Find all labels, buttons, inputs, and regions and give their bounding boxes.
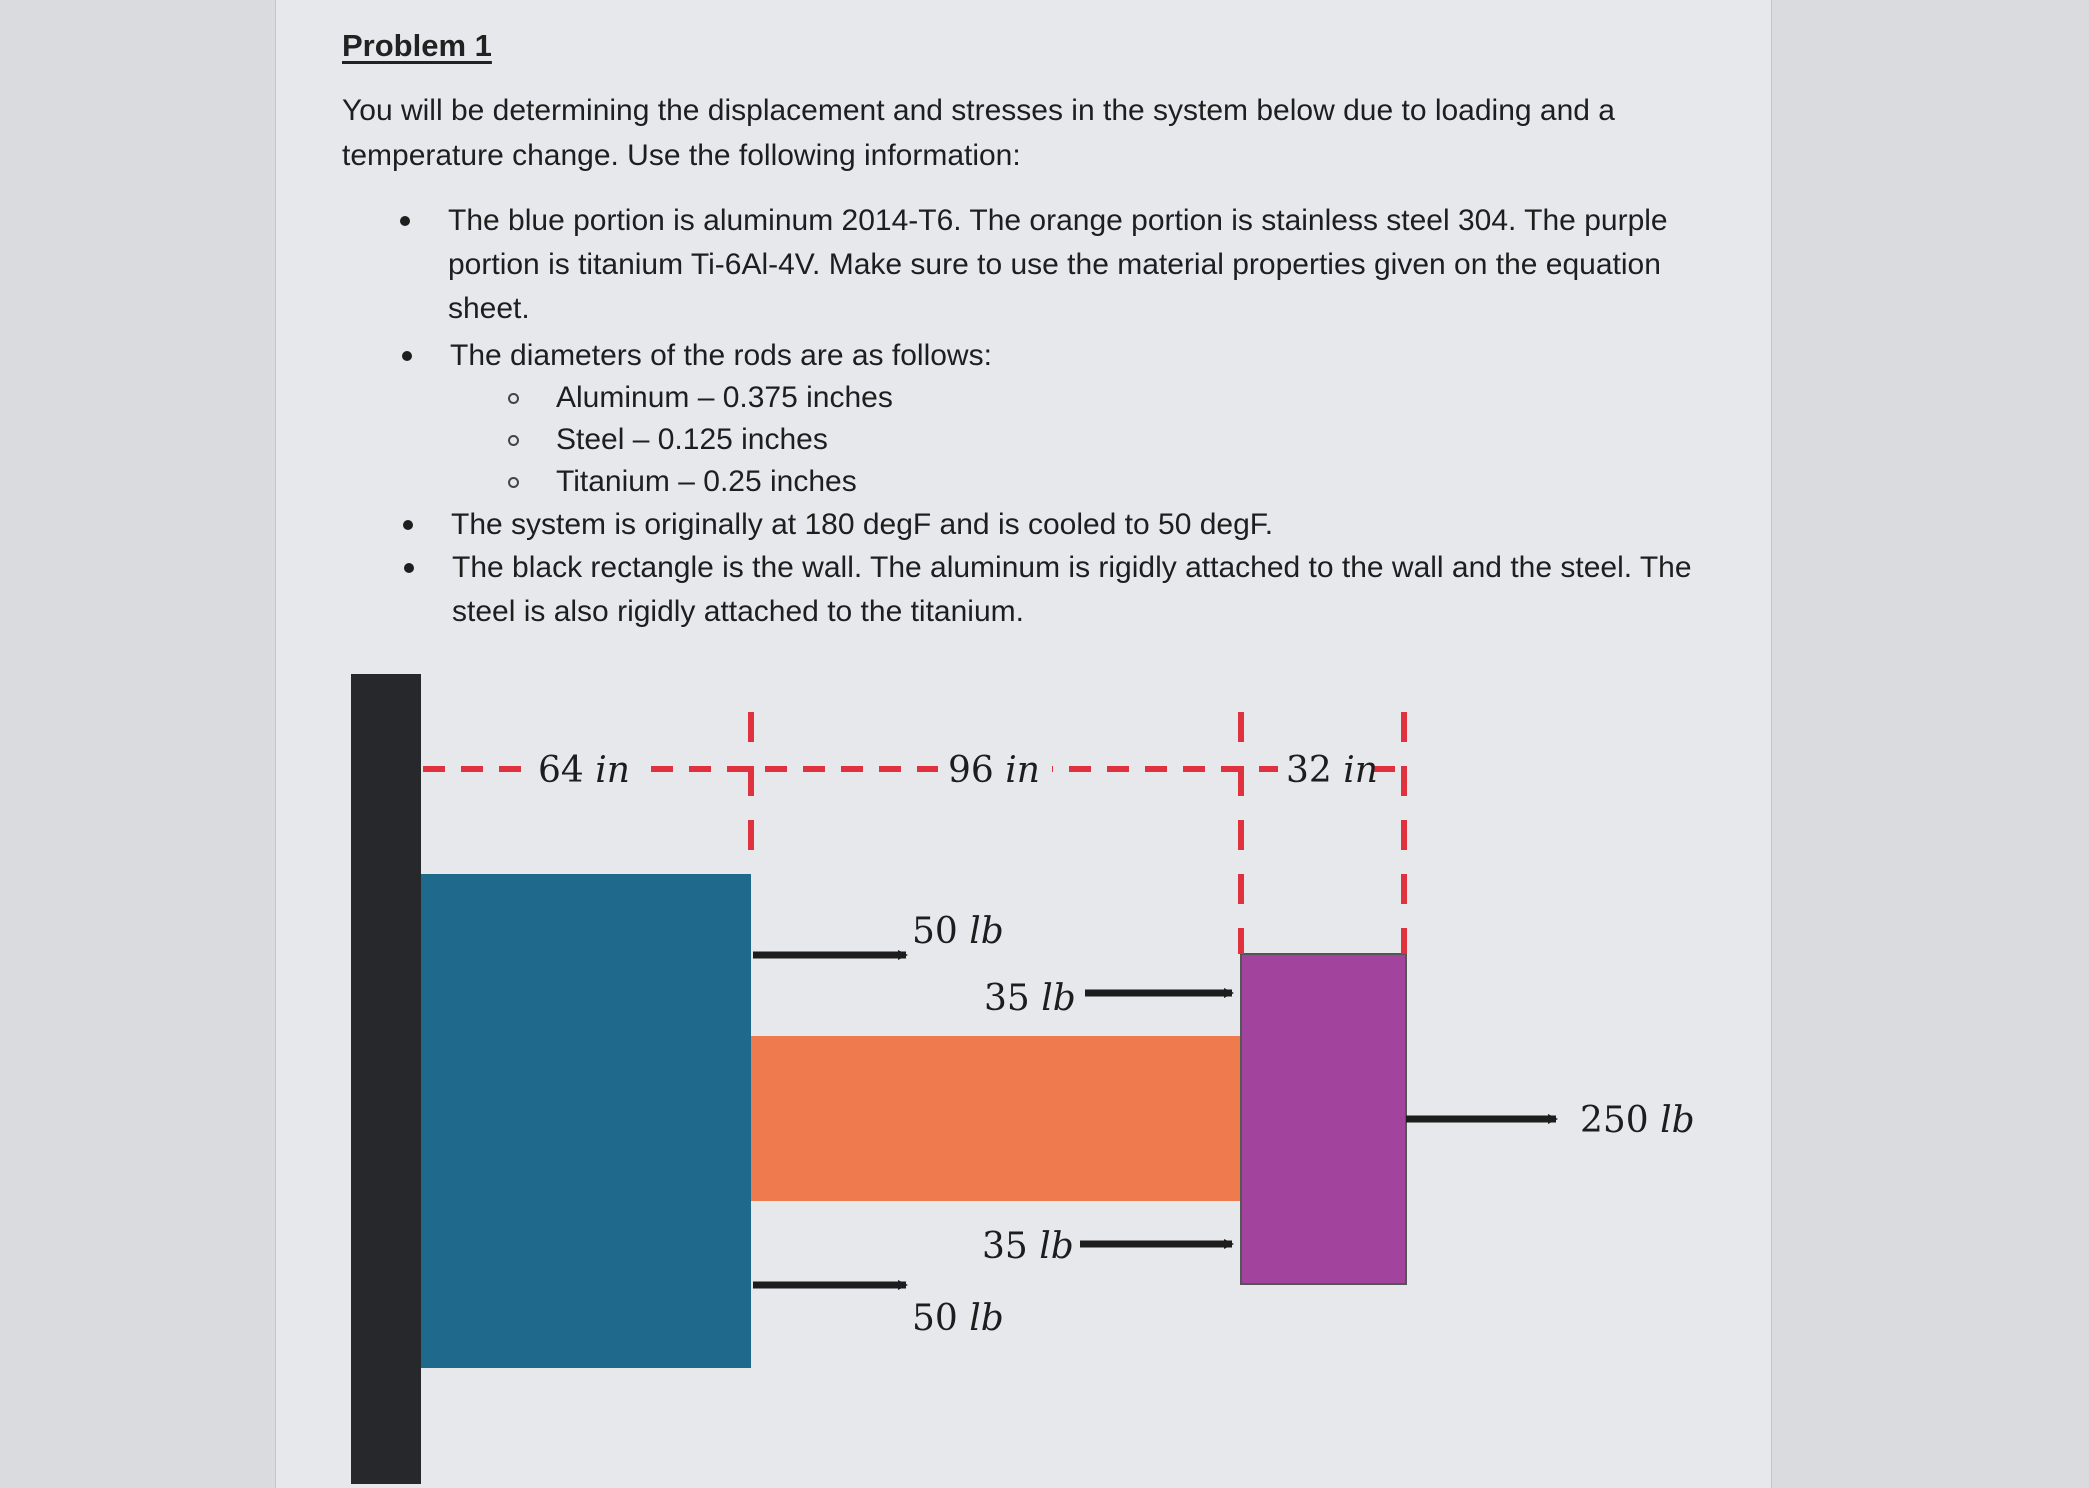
- dim-steel-value: 96: [948, 750, 994, 791]
- titanium-rod: [1241, 954, 1406, 1284]
- load-ti-end-unit: lb: [1660, 1100, 1695, 1141]
- intro-paragraph: You will be determining the displacement and stresses in the system below due to loading and a temperature change. Use the following information:: [342, 94, 1615, 172]
- load-st-top-value: 35: [984, 978, 1030, 1019]
- problem-title: Problem 1: [342, 28, 492, 63]
- wall: [351, 674, 421, 1484]
- load-ti-end-value: 250: [1580, 1100, 1649, 1141]
- load-st-bottom-value: 35: [982, 1226, 1028, 1267]
- bullet-temperature-text: The system is originally at 180 degF and is cooled to 50 degF.: [451, 508, 1274, 541]
- diameter-steel-text: Steel – 0.125 inches: [556, 423, 828, 456]
- dim-label-aluminum: [538, 750, 630, 791]
- dim-steel-unit: in: [1005, 750, 1040, 791]
- load-al-top-unit: lb: [969, 911, 1004, 952]
- load-st-bottom-unit: lb: [1039, 1226, 1074, 1267]
- load-al-bottom-unit: lb: [969, 1298, 1004, 1339]
- dim-aluminum-unit: in: [595, 750, 630, 791]
- diameter-titanium-text: Titanium – 0.25 inches: [556, 465, 857, 498]
- bullet-wall-text: The black rectangle is the wall. The aluminum is rigidly attached to the wall and the steel. The steel is also rigidly attached to the titanium.: [452, 551, 1692, 628]
- load-al-top-value: 50: [912, 911, 958, 952]
- load-ti-end: [1580, 1100, 1695, 1141]
- load-st-top: [984, 978, 1076, 1019]
- dim-titanium-unit: in: [1343, 750, 1378, 791]
- load-st-top-unit: lb: [1041, 978, 1076, 1019]
- load-al-top: [912, 911, 1004, 952]
- aluminum-rod: [421, 874, 751, 1368]
- dim-label-titanium: [1286, 750, 1378, 791]
- diameter-aluminum-text: Aluminum – 0.375 inches: [556, 381, 893, 414]
- bullet-diameters-text: The diameters of the rods are as follows:: [450, 339, 992, 372]
- load-al-bottom-value: 50: [912, 1298, 958, 1339]
- dim-label-steel: [948, 750, 1040, 791]
- dim-titanium-value: 32: [1286, 750, 1332, 791]
- bullet-materials-text: The blue portion is aluminum 2014-T6. The orange portion is stainless steel 304. The purple portion is titanium Ti-6Al-4V. Make sure to use the material properties given on the equation sheet.: [448, 204, 1668, 325]
- dim-aluminum-value: 64: [538, 750, 584, 791]
- load-al-bottom: [912, 1298, 1004, 1339]
- steel-rod: [751, 1036, 1241, 1201]
- load-st-bottom: [982, 1226, 1074, 1267]
